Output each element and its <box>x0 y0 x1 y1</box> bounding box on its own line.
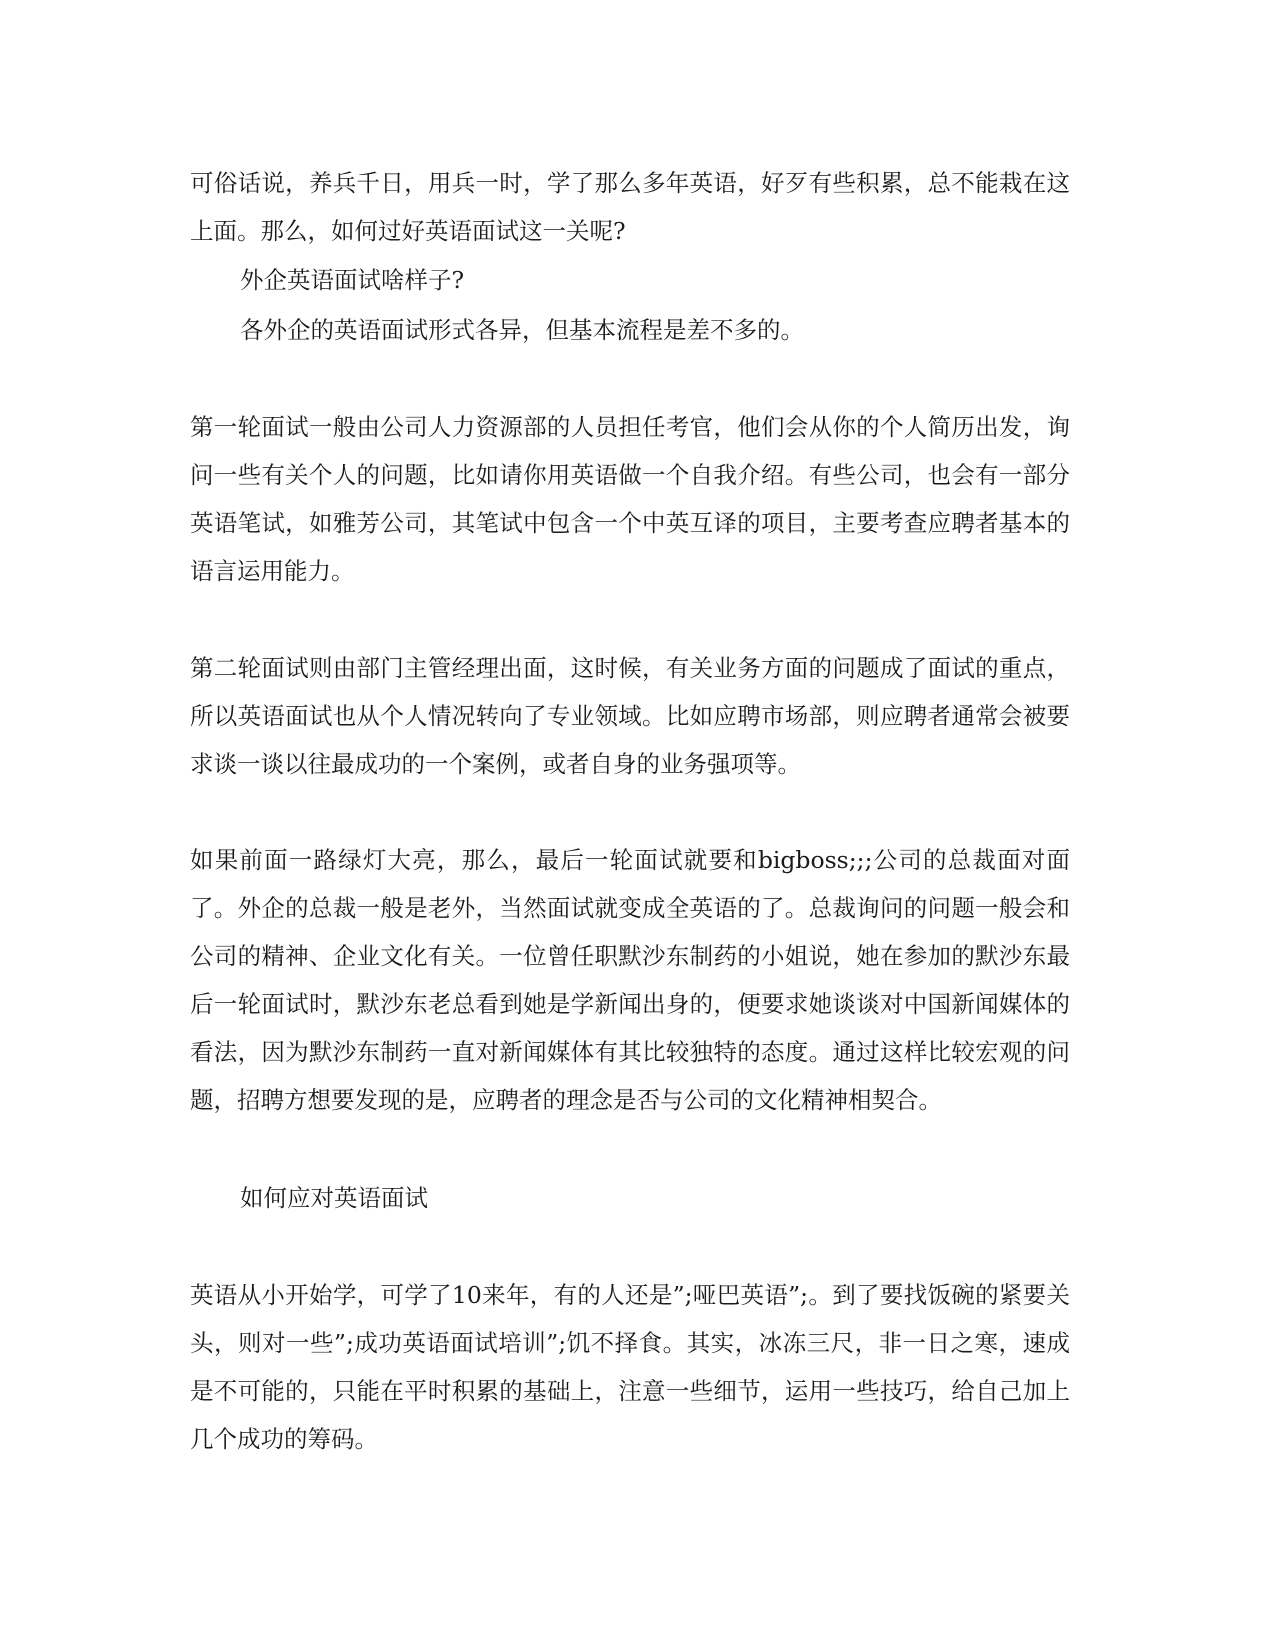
body-paragraph: 如果前面一路绿灯大亮，那么，最后一轮面试就要和bigboss;;;公司的总裁面对面了。外企的总裁一般是老外，当然面试就变成全英语的了。总裁询问的问题一般会和公司的精神、企业文化有关。一位曾任职默沙东制药的小姐说，她在参加的默沙东最后一轮面试时，默沙东老总看到她是学新闻出身的，便要求她谈谈对中国新闻媒体的看法，因为默沙东制药一直对新闻媒体有其比较独特的态度。通过这样比较宏观的问题，招聘方想要发现的是，应聘者的理念是否与公司的文化精神相契合。 <box>190 846 1070 1114</box>
body-paragraph: 第二轮面试则由部门主管经理出面，这时候，有关业务方面的问题成了面试的重点，所以英语面试也从个人情况转向了专业领域。比如应聘市场部，则应聘者通常会被要求谈一谈以往最成功的一个案例，或者自身的业务强项等。 <box>190 654 1070 778</box>
section-heading: 外企英语面试啥样子? <box>240 266 465 294</box>
body-paragraph: 第一轮面试一般由公司人力资源部的人员担任考官，他们会从你的个人简历出发，询问一些有关个人的问题，比如请你用英语做一个自我介绍。有些公司，也会有一部分英语笔试，如雅芳公司，其笔试中包含一个中英互译的项目，主要考查应聘者基本的语言运用能力。 <box>190 413 1070 585</box>
body-paragraph: 英语从小开始学，可学了10来年，有的人还是”;哑巴英语”;。到了要找饭碗的紧要关头，则对一些”;成功英语面试培训”;饥不择食。其实，冰冻三尺，非一日之寒，速成是不可能的，只能在平时积累的基础上，注意一些细节，运用一些技巧，给自己加上几个成功的筹码。 <box>190 1281 1070 1453</box>
section-heading: 如何应对英语面试 <box>240 1184 428 1212</box>
body-paragraph: 各外企的英语面试形式各异，但基本流程是差不多的。 <box>240 316 804 344</box>
body-paragraph: 可俗话说，养兵千日，用兵一时，学了那么多年英语，好歹有些积累，总不能栽在这上面。那么，如何过好英语面试这一关呢? <box>190 169 1070 245</box>
